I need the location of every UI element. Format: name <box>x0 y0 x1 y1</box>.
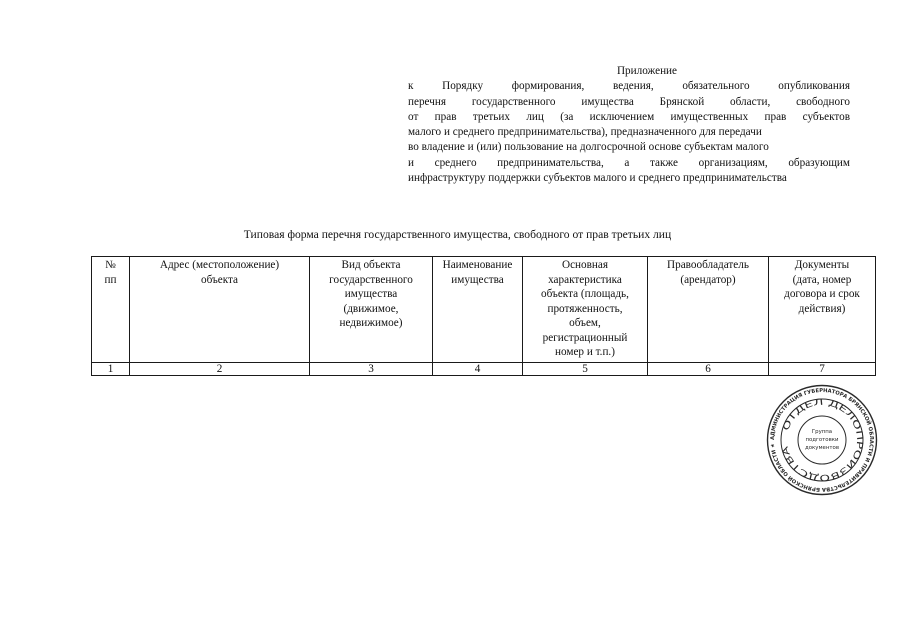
stamp-center-line: документов <box>805 445 839 451</box>
table-number-row <box>92 363 876 376</box>
appendix-line: от прав третьих лиц (за исключением имущественных прав субъектов <box>408 110 850 123</box>
appendix-line: во владение и (или) пользование на долгосрочной основе субъектам малого <box>408 141 769 154</box>
column-header-object-type: Вид объекта государственного имущества (движимое, недвижимое) <box>310 257 433 363</box>
appendix-line: перечня государственного имущества Брянской области, свободного <box>408 95 850 108</box>
column-number-cell: 7 <box>769 363 876 376</box>
appendix-line: к Порядку формирования, ведения, обязательного опубликования <box>408 80 850 93</box>
column-header-characteristics: Основная характеристика объекта (площадь, протяженность, объем, регистрационный номер и т.п.) <box>523 257 648 363</box>
office-stamp <box>766 384 878 496</box>
column-number-cell: 2 <box>130 363 310 376</box>
column-number-cell: 3 <box>310 363 433 376</box>
column-number-cell: 5 <box>523 363 648 376</box>
appendix-line: и среднего предпринимательства, а также организациям, образующим <box>408 156 850 169</box>
form-caption: Типовая форма перечня государственного имущества, свободного от прав третьих лиц <box>243 228 672 241</box>
column-header-address: Адрес (местоположение) объекта <box>130 257 310 363</box>
appendix-line: инфраструктуру поддержки субъектов малого и среднего предпринимательства <box>408 172 787 185</box>
stamp-center-line: Группа <box>811 429 833 435</box>
property-list-table <box>91 256 876 376</box>
column-header-documents: Документы (дата, номер договора и срок действия) <box>769 257 876 363</box>
stamp-ring-text: АДМИНИСТРАЦИЯ ГУБЕРНАТОРА БРЯНСКОЙ ОБЛАСТИ И ПРАВИТЕЛЬСТВА БРЯНСКОЙ ОБЛАСТИ ★ <box>769 387 875 493</box>
column-header-rights-holder: Правообладатель (арендатор) <box>648 257 769 363</box>
column-header-property-name: Наименование имущества <box>433 257 523 363</box>
table-header-row <box>92 257 876 363</box>
appendix-header <box>408 64 850 186</box>
appendix-title: Приложение <box>616 65 678 77</box>
column-number-cell: 4 <box>433 363 523 376</box>
appendix-line: малого и среднего предпринимательства), предназначенного для передачи <box>408 126 762 139</box>
column-number-cell: 1 <box>92 363 130 376</box>
column-number-cell: 6 <box>648 363 769 376</box>
stamp-arc-text: ОТДЕЛ ДЕЛОПРОИЗВОДСТВА <box>781 397 865 483</box>
stamp-center-line: подготовки <box>805 437 839 443</box>
column-header-number: № пп <box>92 257 130 363</box>
